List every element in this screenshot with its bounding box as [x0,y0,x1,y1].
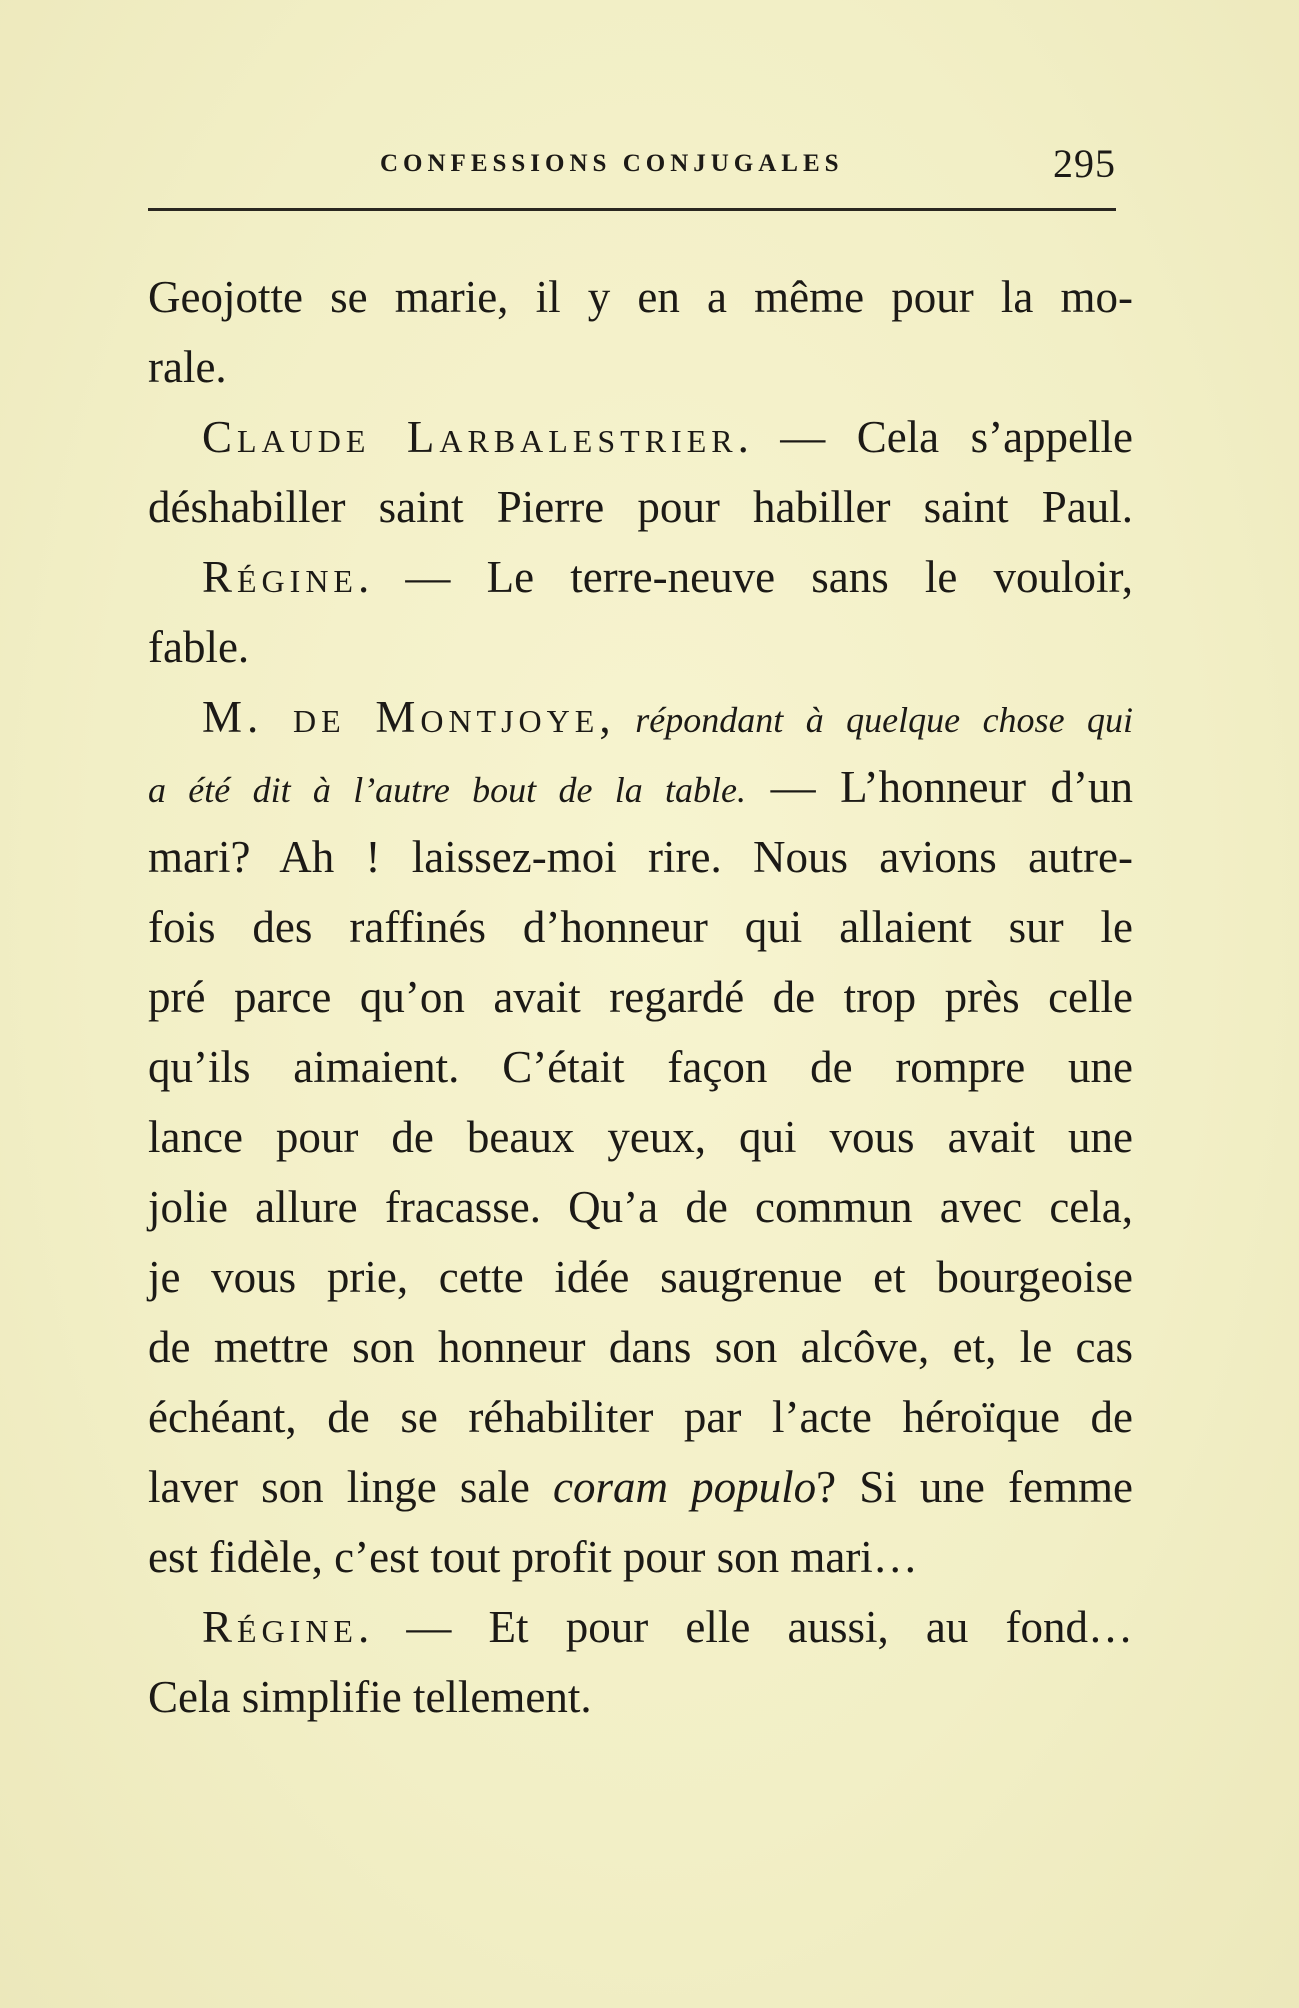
header-rule [148,208,1116,211]
text-line: Geojotte se marie, il y en a même pour la mo- [148,272,1133,322]
stage-direction: répondant à quelque chose qui [635,700,1134,740]
text-line: lance pour de beaux yeux, qui vous avait une [148,1112,1133,1162]
dialogue-line: M. de Montjoye, répondant à quelque chose qui [202,692,1134,742]
text-line: rale. [148,342,227,392]
text-line: échéant, de se réhabiliter par l’acte héroïque de [148,1392,1133,1442]
body-text [148,262,1133,1732]
running-title: CONFESSIONS CONJUGALES [380,150,844,177]
text-line: laver son linge sale coram populo? Si une femme [148,1462,1133,1512]
text-line: a été dit à l’autre bout de la table. — L’honneur d’un [148,762,1133,812]
text-line: Cela simplifie tellement. [148,1672,592,1722]
speaker-name: Régine [202,1602,358,1652]
running-head [148,140,1116,190]
text-line: mari? Ah ! laissez-moi rire. Nous avions autre- [148,832,1133,882]
text-line: de mettre son honneur dans son alcôve, et, le cas [148,1322,1133,1372]
dialogue-line: Régine. — Et pour elle aussi, au fond… [202,1602,1133,1652]
text-line: est fidèle, c’est tout profit pour son mari… [148,1532,918,1582]
text-line: déshabiller saint Pierre pour habiller saint Paul. [148,482,1133,532]
stage-direction: a été dit à l’autre bout de la table. [148,770,747,810]
text-line: jolie allure fracasse. Qu’a de commun avec cela, [148,1182,1133,1232]
latin-phrase: coram populo [552,1462,817,1512]
text-line: fois des raffinés d’honneur qui allaient sur le [148,902,1133,952]
dialogue-line: Claude Larbalestrier. — Cela s’appelle [202,412,1133,462]
dialogue-line: Régine. — Le terre-neuve sans le vouloir, [202,552,1133,602]
text-line: qu’ils aimaient. C’était façon de rompre une [148,1042,1133,1092]
speaker-name: M. de Montjoye [202,692,600,742]
text-line: fable. [148,622,250,672]
text-line: pré parce qu’on avait regardé de trop près celle [148,972,1133,1022]
text-line: je vous prie, cette idée saugrenue et bourgeoise [148,1252,1133,1302]
page-number: 295 [1053,141,1116,186]
speaker-name: Claude Larbalestrier [202,412,738,462]
speaker-name: Régine [202,552,358,602]
